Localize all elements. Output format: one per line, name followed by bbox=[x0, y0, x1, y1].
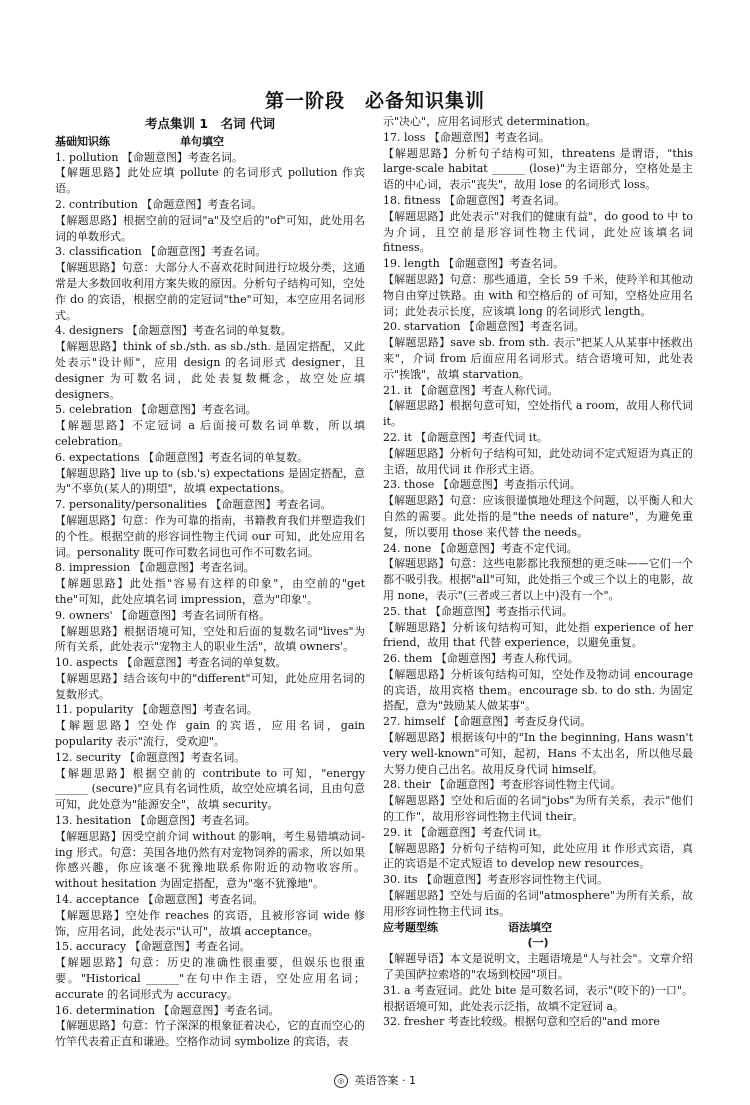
answer-item: 【解题思路】根据语境可知，空处和后面的复数名词"lives"为所有关系，此处表示"宠物主人的职业生活"，故填 owners'。 bbox=[55, 624, 365, 654]
answer-item: 16. determination 【命题意图】考查名词。 bbox=[55, 1003, 280, 1017]
section-number: (一) bbox=[527, 936, 549, 950]
answer-item: 【解题思路】live up to (sb.'s) expectations 是固定搭配，意为"不辜负(某人的)期望"，故填 expectations。 bbox=[55, 466, 365, 496]
answer-list bbox=[55, 150, 365, 1050]
answer-item: 2. contribution 【命题意图】考查名词。 bbox=[55, 197, 263, 211]
publisher-logo-icon: ◎ bbox=[334, 1074, 348, 1088]
subheading-right: 单句填空 bbox=[180, 134, 224, 148]
answer-item: 20. starvation 【命题意图】考查名词。 bbox=[383, 320, 585, 334]
answer-item: 12. security 【命题意图】考查名词。 bbox=[55, 750, 246, 764]
answer-item: 【解题思路】分析句子结构可知，此处应用 it 作形式宾语，真正的宾语是不定式短语 to develop new resources。 bbox=[383, 841, 693, 871]
answer-item: 31. a 考查冠词。此处 bite 是可数名词，表示"(咬下的)一口"。根据语境可知，此处表示泛指，故填不定冠词 a。 bbox=[383, 983, 693, 1013]
answer-item: 【解题思路】根据空前的冠词"a"及空后的"of"可知，此处用名词的单数形式。 bbox=[55, 213, 365, 243]
answer-item: 13. hesitation 【命题意图】考查名词。 bbox=[55, 814, 256, 828]
answer-item: 29. it 【命题意图】考查代词 it。 bbox=[383, 825, 548, 839]
answer-item: 【解题思路】结合该句中的"different"可知，此处应用名词的复数形式。 bbox=[55, 671, 365, 701]
answer-item: 11. popularity 【命题意图】考查名词。 bbox=[55, 703, 258, 717]
answer-item: 【解题思路】句意：作为可靠的指南，书籍教育我们并塑造我们的个性。根据空前的形容词性物主代词 our 可知，此处应用名词。personality 既可作可数名词也可作不可数名词。 bbox=[55, 513, 365, 559]
answer-item: 【解题思路】此处指"容易有这样的印象"，由空前的"get the"可知，此处应填名词 impression，意为"印象"。 bbox=[55, 577, 365, 606]
answer-item: 19. length 【命题意图】考查名词。 bbox=[383, 257, 565, 271]
answer-item: 14. acceptance 【命题意图】考查名词。 bbox=[55, 893, 264, 907]
answer-item: 【解题思路】save sb. from sth. 表示"把某人从某事中拯救出来"，介词 from 后面应用名词形式。结合语境可知，此处表示"挨饿"，故填 starvation。 bbox=[383, 336, 693, 381]
answer-item: 【解题思路】分析该句结构可知，此处指 experience of her friend，故用 that 代替 experience，以避免重复。 bbox=[383, 620, 693, 650]
answer-item: 1. pollution 【命题意图】考查名词。 bbox=[55, 150, 243, 164]
answer-item: 【解题思路】根据该句中的"In the beginning, Hans wasn't very well-known"可知，起初，Hans 不太出名，所以他尽最大努力使自己出名。故用反身代词 himself。 bbox=[383, 731, 693, 776]
subheading-row bbox=[383, 920, 693, 936]
answer-item: 【解题思路】句意：那些通道，全长 59 千米，使羚羊和其他动物自由穿过铁路。由 with 和空格后的 of 可知，空格处应用名词；此处表示长度，应该填 long 的名词形式 length。 bbox=[383, 272, 693, 318]
answer-item: 9. owners' 【命题意图】考查名词所有格。 bbox=[55, 608, 271, 622]
answer-item: 【解题思路】此处应填 pollute 的名词形式 pollution 作宾语。 bbox=[55, 166, 365, 196]
left-column bbox=[55, 114, 365, 1049]
answer-item: 18. fitness 【命题意图】考查名词。 bbox=[383, 193, 566, 207]
subheading-row bbox=[55, 134, 365, 150]
answer-item: 21. it 【命题意图】考查人称代词。 bbox=[383, 383, 559, 397]
answer-list bbox=[383, 951, 693, 1030]
answer-item: 【解题思路】因受空前介词 without 的影响，考生易错填动词-ing 形式。句意：美国各地仍然有对宠物饲养的需求，所以如果你感兴趣，你应该毫不犹豫地联系你附近的动物收容所。without hesitation 为固定搭配，意为"毫不犹豫地"。 bbox=[55, 829, 365, 891]
answer-item: 8. impression 【命题意图】考查名词。 bbox=[55, 561, 255, 575]
answer-item: 【解题思路】句意：应该很谨慎地处理这个问题，以平衡人和大自然的需要。此处指的是"the needs of nature"，为避免重复，所以要用 those 来代替 the needs。 bbox=[383, 494, 693, 539]
answer-item: 4. designers 【命题意图】考查名词的单复数。 bbox=[55, 324, 292, 338]
answer-item: 【解题思路】句意：大部分人不喜欢花时间进行垃圾分类，这通常是大多数回收利用方案失败的原因。分析句子结构可知，空处作 do 的宾语，根据空前的定冠词"the"可知，本空应用名词形式。 bbox=[55, 261, 365, 322]
answer-item: 3. classification 【命题意图】考查名词。 bbox=[55, 245, 267, 259]
answer-item: 【解题导语】本文是说明文，主题语境是"人与社会"。文章介绍了美国萨拉索塔的"农场到校园"项目。 bbox=[383, 952, 693, 982]
subheading-left: 基础知识练 bbox=[55, 134, 110, 148]
page-footer bbox=[0, 1072, 750, 1088]
answer-item: 6. expectations 【命题意图】考查名词的单复数。 bbox=[55, 450, 309, 464]
answer-item: 示"决心"，应用名词形式 determination。 bbox=[383, 115, 597, 128]
subheading-right: 语法填空 bbox=[508, 920, 552, 934]
answer-item: 7. personality/personalities 【命题意图】考查名词。 bbox=[55, 498, 332, 512]
answer-item: 23. those 【命题意图】考查指示代词。 bbox=[383, 478, 581, 492]
answer-item: 【解题思路】句意：历史的准确性很重要，但娱乐也很重要。"Historical ______"在句中作主语，空处应用名词；accurate 的名词形式为 accuracy。 bbox=[55, 956, 365, 1001]
answer-item: 24. none 【命题意图】考查不定代词。 bbox=[383, 541, 578, 555]
answer-item: 26. them 【命题意图】考查人称代词。 bbox=[383, 652, 579, 666]
answer-item: 【解题思路】分析句子结构可知，此处动词不定式短语为真正的主语，故用代词 it 作形式主语。 bbox=[383, 446, 693, 476]
answer-item: 【解题思路】空处作 reaches 的宾语，且被形容词 wide 修饰，应用名词，此处表示"认可"，故填 acceptance。 bbox=[55, 908, 365, 938]
right-column bbox=[383, 114, 693, 1029]
page-number: 英语答案 · 1 bbox=[354, 1074, 416, 1087]
answer-item: 【解题思路】不定冠词 a 后面接可数名词单数，所以填 celebration。 bbox=[55, 419, 365, 448]
answer-item: 10. aspects 【命题意图】考查名词的单复数。 bbox=[55, 656, 287, 670]
answer-item: 【解题思路】此处表示"对我们的健康有益"，do good to 中 to 为介词，且空前是形容词性物主代词，此处应该填名词 fitness。 bbox=[383, 209, 693, 255]
answer-item: 【解题思路】根据空前的 contribute to 可知，"energy ______ (secure)"应具有名词性质，故空处应填名词，且由句意可知，此处意为"能源安全"，故填 security。 bbox=[55, 766, 365, 812]
answer-item: 15. accuracy 【命题意图】考查名词。 bbox=[55, 940, 251, 954]
answer-item: 28. their 【命题意图】考查形容词性物主代词。 bbox=[383, 778, 622, 792]
answer-item: 【解题思路】空处和后面的名词"jobs"为所有关系，表示"他们的工作"，故用形容词性物主代词 their。 bbox=[383, 794, 693, 824]
page-title: 第一阶段 必备知识集训 bbox=[264, 90, 485, 112]
answer-item: 25. that 【命题意图】考查指示代词。 bbox=[383, 604, 573, 618]
answer-item: 【解题思路】句意：这些电影都比我预想的更乏味——它们一个都不吸引我。根据"all"可知，此处指三个或三个以上的电影，故用 none，表示"(三者或三者以上中)没有一个"。 bbox=[383, 557, 693, 602]
answer-item: 5. celebration 【命题意图】考查名词。 bbox=[55, 403, 257, 417]
answer-item: 22. it 【命题意图】考查代词 it。 bbox=[383, 430, 548, 444]
answer-item: 【解题思路】空处作 gain 的宾语，应用名词，gain popularity 表示"流行，受欢迎"。 bbox=[55, 719, 365, 749]
answer-item: 【解题思路】think of sb./sth. as sb./sth. 是固定搭配，又此处表示"设计师"，应用 design 的名词形式 designer，且 designer 为可数名词，此处表复数概念，故空处应填 designers。 bbox=[55, 340, 365, 401]
answer-item: 【解题思路】空处与后面的名词"atmosphere"为所有关系，故用形容词性物主代词 its。 bbox=[383, 889, 693, 918]
answer-item: 30. its 【命题意图】考查形容词性物主代词。 bbox=[383, 873, 609, 887]
answer-item: 【解题思路】句意：竹子深深的根象征着决心，它的直而空心的竹竿代表着正直和谦逊。空格作动词 symbolize 的宾语，表 bbox=[55, 1019, 365, 1049]
answer-item: 【解题思路】根据句意可知，空处指代 a room，故用人称代词 it。 bbox=[383, 399, 693, 429]
subheading-left: 应考题型练 bbox=[383, 920, 438, 934]
answer-item: 【解题思路】分析该句结构可知，空处作及物动词 encourage 的宾语，故用宾格 them。encourage sb. to do sth. 为固定搭配，意为"鼓励某人做某事"。 bbox=[383, 667, 693, 713]
answer-item: 32. fresher 考查比较级。根据句意和空后的"and more bbox=[383, 1015, 660, 1029]
answer-item: 【解题思路】分析句子结构可知，threatens 是谓语，"this large-scale habitat ______ (lose)"为主语部分，空格处是主语的中心词，表示"丧失"，故用 lose 的名词形式 loss。 bbox=[383, 146, 693, 192]
answer-list bbox=[383, 114, 693, 920]
answer-item: 27. himself 【命题意图】考查反身代词。 bbox=[383, 715, 592, 729]
answer-item: 17. loss 【命题意图】考查名词。 bbox=[383, 130, 550, 144]
section-heading: 考点集训 1 名词 代词 bbox=[145, 116, 275, 131]
